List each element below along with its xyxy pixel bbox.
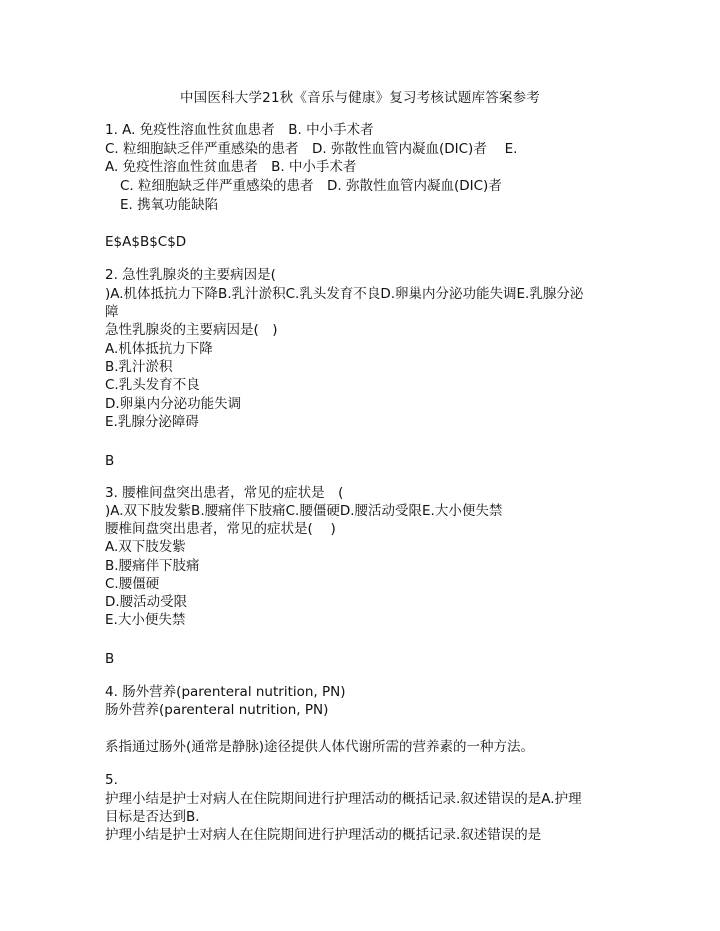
q3-option-c: C.腰僵硬 — [105, 576, 160, 592]
q2-line-3: 障 — [105, 304, 119, 320]
document-title: 中国医科大学21秋《音乐与健康》复习考核试题库答案参考 — [179, 90, 541, 106]
q2-option-b: B.乳汁淤积 — [105, 359, 173, 375]
q5-line-2: 目标是否达到B. — [105, 809, 200, 825]
q1-answer: E$A$B$C$D — [105, 234, 187, 250]
q2-line-1: 2. 急性乳腺炎的主要病因是( — [105, 267, 276, 283]
q2-option-a: A.机体抵抗力下降 — [105, 341, 213, 357]
q2-option-c: C.乳头发育不良 — [105, 377, 200, 393]
q3-line-3: 腰椎间盘突出患者，常见的症状是( ) — [105, 521, 336, 537]
q1-line-5: E. 携氧功能缺陷 — [120, 197, 219, 213]
q2-option-d: D.卵巢内分泌功能失调 — [105, 396, 242, 412]
q2-line-2: )A.机体抵抗力下降B.乳汁淤积C.乳头发育不良D.卵巢内分泌功能失调E.乳腺分泌 — [105, 286, 584, 302]
q2-line-4: 急性乳腺炎的主要病因是( ) — [105, 322, 278, 338]
q2-option-e: E.乳腺分泌障碍 — [105, 414, 199, 430]
q4-answer: 系指通过肠外(通常是静脉)途径提供人体代谢所需的营养素的一种方法。 — [105, 739, 535, 755]
q3-option-d: D.腰活动受限 — [105, 594, 188, 610]
q3-answer: B — [105, 651, 115, 667]
q1-line-2: C. 粒细胞缺乏伴严重感染的患者 D. 弥散性血管内凝血(DIC)者 E. — [105, 141, 518, 157]
q3-option-e: E.大小便失禁 — [105, 612, 186, 628]
q3-line-2: )A.双下肢发紫B.腰痛伴下肢痛C.腰僵硬D.腰活动受限E.大小便失禁 — [105, 503, 503, 519]
q4-line-2: 肠外营养(parenteral nutrition, PN) — [105, 702, 329, 718]
q2-answer: B — [105, 453, 115, 469]
q3-option-a: A.双下肢发紫 — [105, 539, 186, 555]
q5-line-1: 护理小结是护士对病人在住院期间进行护理活动的概括记录.叙述错误的是A.护理 — [105, 791, 582, 807]
q5-line-3: 护理小结是护士对病人在住院期间进行护理活动的概括记录.叙述错误的是 — [105, 827, 542, 843]
q5-number: 5. — [105, 772, 118, 788]
q3-line-1: 3. 腰椎间盘突出患者，常见的症状是 ( — [105, 485, 344, 501]
q4-line-1: 4. 肠外营养(parenteral nutrition, PN) — [105, 684, 346, 700]
q3-option-b: B.腰痛伴下肢痛 — [105, 558, 200, 574]
q1-line-4: C. 粒细胞缺乏伴严重感染的患者 D. 弥散性血管内凝血(DIC)者 — [120, 178, 502, 194]
q1-line-3: A. 免疫性溶血性贫血患者 B. 中小手术者 — [105, 159, 357, 175]
q1-line-1: 1. A. 免疫性溶血性贫血患者 B. 中小手术者 — [105, 122, 374, 138]
